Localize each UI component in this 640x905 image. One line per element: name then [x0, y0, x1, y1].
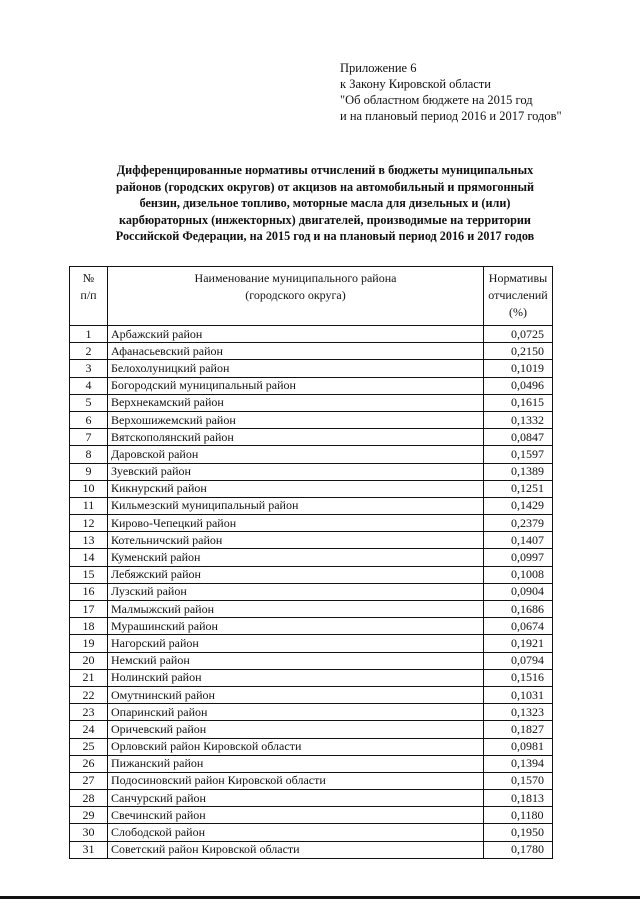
district-name: Лузский район	[108, 583, 484, 600]
norm-value: 0,1570	[484, 772, 553, 789]
district-name: Подосиновский район Кировской области	[108, 772, 484, 789]
table-row	[70, 480, 553, 497]
row-number: 1	[70, 326, 108, 343]
table-row	[70, 411, 553, 428]
row-number: 6	[70, 411, 108, 428]
district-name: Немский район	[108, 652, 484, 669]
table-row	[70, 394, 553, 411]
appendix-law-title: "Об областном бюджете на 2015 год	[340, 93, 533, 107]
document-title	[80, 162, 570, 245]
title-line: Дифференцированные нормативы отчислений в бюджеты муниципальных	[116, 163, 534, 177]
title-line: районов (городских округов) от акцизов на автомобильный и прямогонный	[115, 179, 535, 194]
row-number: 26	[70, 755, 108, 772]
row-number: 7	[70, 429, 108, 446]
title-line: карбюраторных (инжекторных) двигателей, производимые на территории	[119, 212, 531, 227]
table-row	[70, 635, 553, 652]
district-name: Белохолуницкий район	[108, 360, 484, 377]
row-number: 28	[70, 790, 108, 807]
table-row	[70, 721, 553, 738]
norms-table	[69, 266, 553, 859]
row-number: 22	[70, 686, 108, 703]
table-row	[70, 532, 553, 549]
norm-value: 0,1019	[484, 360, 553, 377]
norm-value: 0,0674	[484, 618, 553, 635]
row-number: 30	[70, 824, 108, 841]
district-name: Опаринский район	[108, 704, 484, 721]
table-row	[70, 807, 553, 824]
norm-value: 0,1389	[484, 463, 553, 480]
district-name: Нолинский район	[108, 669, 484, 686]
table-row	[70, 652, 553, 669]
norm-value: 0,0794	[484, 652, 553, 669]
norm-value: 0,1813	[484, 790, 553, 807]
appendix-number: Приложение 6	[340, 61, 417, 75]
norm-value: 0,0496	[484, 377, 553, 394]
row-number: 23	[70, 704, 108, 721]
district-name: Куменский район	[108, 549, 484, 566]
district-name: Лебяжский район	[108, 566, 484, 583]
table-row	[70, 686, 553, 703]
table-row	[70, 360, 553, 377]
table-row	[70, 841, 553, 858]
table-row	[70, 669, 553, 686]
appendix-law-reference: к Закону Кировской области	[340, 77, 491, 91]
table-row	[70, 566, 553, 583]
row-number: 18	[70, 618, 108, 635]
row-number: 2	[70, 343, 108, 360]
table-row	[70, 549, 553, 566]
norm-value: 0,0725	[484, 326, 553, 343]
row-number: 3	[70, 360, 108, 377]
table-row	[70, 515, 553, 532]
norm-value: 0,1429	[484, 497, 553, 514]
title-line: бензин, дизельное топливо, моторные масла для дизельных и (или)	[139, 196, 511, 210]
header-district-name: Наименование муниципального района (городского округа)	[108, 267, 484, 326]
table-row	[70, 446, 553, 463]
norm-value: 0,1780	[484, 841, 553, 858]
norm-value: 0,1686	[484, 601, 553, 618]
table-body	[70, 326, 553, 859]
district-name: Нагорский район	[108, 635, 484, 652]
row-number: 5	[70, 394, 108, 411]
district-name: Пижанский район	[108, 755, 484, 772]
row-number: 27	[70, 772, 108, 789]
district-name: Орловский район Кировской области	[108, 738, 484, 755]
district-name: Оричевский район	[108, 721, 484, 738]
row-number: 19	[70, 635, 108, 652]
norm-value: 0,1031	[484, 686, 553, 703]
table-row	[70, 497, 553, 514]
table-row	[70, 429, 553, 446]
appendix-header	[340, 60, 562, 124]
norm-value: 0,2150	[484, 343, 553, 360]
district-name: Советский район Кировской области	[108, 841, 484, 858]
district-name: Арбажский район	[108, 326, 484, 343]
row-number: 14	[70, 549, 108, 566]
header-norm-value: Нормативы отчислений (%)	[484, 267, 553, 326]
district-name: Малмыжский район	[108, 601, 484, 618]
district-name: Слободской район	[108, 824, 484, 841]
district-name: Свечинский район	[108, 807, 484, 824]
table-row	[70, 618, 553, 635]
district-name: Богородский муниципальный район	[108, 377, 484, 394]
norm-value: 0,2379	[484, 515, 553, 532]
row-number: 9	[70, 463, 108, 480]
norm-value: 0,1332	[484, 411, 553, 428]
table-row	[70, 377, 553, 394]
norm-value: 0,0997	[484, 549, 553, 566]
district-name: Кильмезский муниципальный район	[108, 497, 484, 514]
district-name: Мурашинский район	[108, 618, 484, 635]
district-name: Омутнинский район	[108, 686, 484, 703]
row-number: 8	[70, 446, 108, 463]
row-number: 13	[70, 532, 108, 549]
row-number: 20	[70, 652, 108, 669]
district-name: Санчурский район	[108, 790, 484, 807]
row-number: 11	[70, 497, 108, 514]
norm-value: 0,1323	[484, 704, 553, 721]
district-name: Афанасьевский район	[108, 343, 484, 360]
norm-value: 0,1921	[484, 635, 553, 652]
row-number: 15	[70, 566, 108, 583]
norm-value: 0,1180	[484, 807, 553, 824]
title-line: Российской Федерации, на 2015 год и на плановый период 2016 и 2017 годов	[115, 229, 535, 243]
row-number: 12	[70, 515, 108, 532]
district-name: Кикнурский район	[108, 480, 484, 497]
norm-value: 0,0904	[484, 583, 553, 600]
district-name: Зуевский район	[108, 463, 484, 480]
row-number: 21	[70, 669, 108, 686]
row-number: 31	[70, 841, 108, 858]
table-row	[70, 824, 553, 841]
row-number: 24	[70, 721, 108, 738]
norm-value: 0,1008	[484, 566, 553, 583]
norm-value: 0,1251	[484, 480, 553, 497]
district-name: Даровской район	[108, 446, 484, 463]
table-row	[70, 772, 553, 789]
appendix-law-period: и на плановый период 2016 и 2017 годов"	[340, 109, 562, 123]
district-name: Верхошижемский район	[108, 411, 484, 428]
bottom-rule	[0, 896, 640, 899]
table-row	[70, 738, 553, 755]
table-header-row	[70, 267, 553, 326]
norm-value: 0,1827	[484, 721, 553, 738]
row-number: 4	[70, 377, 108, 394]
district-name: Верхнекамский район	[108, 394, 484, 411]
norm-value: 0,1597	[484, 446, 553, 463]
header-number: № п/п	[70, 267, 108, 326]
row-number: 17	[70, 601, 108, 618]
district-name: Вятскополянский район	[108, 429, 484, 446]
row-number: 10	[70, 480, 108, 497]
norm-value: 0,0847	[484, 429, 553, 446]
table-row	[70, 343, 553, 360]
norm-value: 0,1394	[484, 755, 553, 772]
district-name: Кирово-Чепецкий район	[108, 515, 484, 532]
norm-value: 0,1407	[484, 532, 553, 549]
table-row	[70, 326, 553, 343]
table-row	[70, 463, 553, 480]
norm-value: 0,1615	[484, 394, 553, 411]
norm-value: 0,0981	[484, 738, 553, 755]
norm-value: 0,1950	[484, 824, 553, 841]
table-row	[70, 755, 553, 772]
row-number: 16	[70, 583, 108, 600]
norm-value: 0,1516	[484, 669, 553, 686]
district-name: Котельничский район	[108, 532, 484, 549]
table-row	[70, 790, 553, 807]
table-row	[70, 704, 553, 721]
row-number: 29	[70, 807, 108, 824]
row-number: 25	[70, 738, 108, 755]
table-row	[70, 583, 553, 600]
table-row	[70, 601, 553, 618]
